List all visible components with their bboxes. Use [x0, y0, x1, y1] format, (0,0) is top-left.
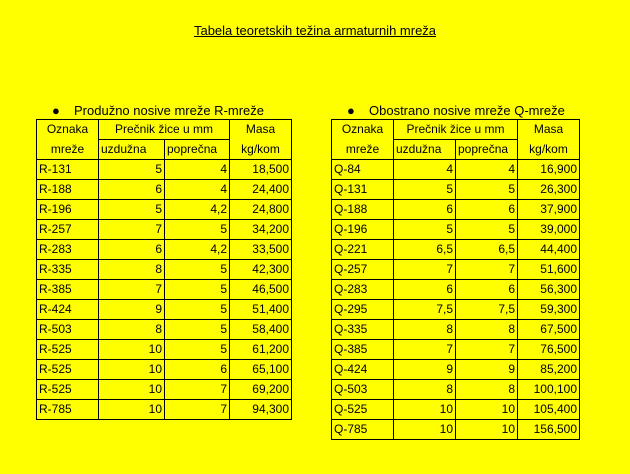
table-row — [332, 300, 580, 320]
table-row — [332, 400, 580, 420]
cell-poprecna: 7 — [165, 400, 230, 420]
cell-poprecna: 5 — [165, 300, 230, 320]
cell-uzduzna: 8 — [394, 320, 456, 340]
q-mesh-heading — [331, 102, 580, 119]
cell-masa: 26,300 — [518, 180, 580, 200]
header-mreze: mreže — [332, 140, 394, 160]
cell-uzduzna: 6 — [394, 200, 456, 220]
cell-oznaka: Q-295 — [332, 300, 394, 320]
header-kgkom: kg/kom — [518, 140, 580, 160]
cell-poprecna: 5 — [456, 220, 518, 240]
cell-masa: 85,200 — [518, 360, 580, 380]
cell-masa: 18,500 — [230, 160, 292, 180]
bullet-icon: ● — [52, 103, 60, 118]
cell-uzduzna: 10 — [99, 380, 165, 400]
cell-poprecna: 10 — [456, 400, 518, 420]
cell-poprecna: 4 — [456, 160, 518, 180]
cell-poprecna: 4,2 — [165, 240, 230, 260]
cell-uzduzna: 6,5 — [394, 240, 456, 260]
cell-oznaka: R-283 — [37, 240, 99, 260]
r-mesh-section — [36, 102, 292, 420]
cell-uzduzna: 9 — [394, 360, 456, 380]
cell-masa: 69,200 — [230, 380, 292, 400]
cell-oznaka: Q-785 — [332, 420, 394, 440]
header-precnik: Prečnik žice u mm — [394, 120, 518, 140]
cell-uzduzna: 7 — [99, 220, 165, 240]
cell-oznaka: R-335 — [37, 260, 99, 280]
header-precnik: Prečnik žice u mm — [99, 120, 230, 140]
table-header-row — [332, 120, 580, 140]
table-subheader-row — [37, 140, 292, 160]
cell-masa: 156,500 — [518, 420, 580, 440]
r-mesh-heading — [36, 102, 292, 119]
cell-oznaka: Q-84 — [332, 160, 394, 180]
cell-poprecna: 9 — [456, 360, 518, 380]
cell-masa: 44,400 — [518, 240, 580, 260]
cell-oznaka: R-525 — [37, 360, 99, 380]
cell-masa: 56,300 — [518, 280, 580, 300]
cell-uzduzna: 10 — [394, 400, 456, 420]
cell-uzduzna: 8 — [99, 320, 165, 340]
r-mesh-table — [36, 119, 292, 420]
cell-uzduzna: 7 — [99, 280, 165, 300]
header-masa: Masa — [230, 120, 292, 140]
cell-poprecna: 6 — [456, 280, 518, 300]
table-row — [37, 340, 292, 360]
table-row — [332, 260, 580, 280]
cell-masa: 105,400 — [518, 400, 580, 420]
cell-masa: 61,200 — [230, 340, 292, 360]
cell-oznaka: Q-335 — [332, 320, 394, 340]
cell-oznaka: R-131 — [37, 160, 99, 180]
table-row — [37, 220, 292, 240]
cell-masa: 46,500 — [230, 280, 292, 300]
cell-oznaka: R-188 — [37, 180, 99, 200]
cell-oznaka: Q-257 — [332, 260, 394, 280]
header-mreze: mreže — [37, 140, 99, 160]
cell-poprecna: 7 — [165, 380, 230, 400]
cell-poprecna: 4 — [165, 180, 230, 200]
cell-poprecna: 8 — [456, 320, 518, 340]
cell-poprecna: 10 — [456, 420, 518, 440]
table-row — [37, 380, 292, 400]
table-row — [332, 160, 580, 180]
cell-oznaka: R-385 — [37, 280, 99, 300]
header-uzduzna: uzdužna — [394, 140, 456, 160]
cell-masa: 16,900 — [518, 160, 580, 180]
table-row — [37, 240, 292, 260]
cell-uzduzna: 7,5 — [394, 300, 456, 320]
table-subheader-row — [332, 140, 580, 160]
table-row — [332, 280, 580, 300]
header-oznaka: Oznaka — [332, 120, 394, 140]
table-row — [37, 160, 292, 180]
cell-poprecna: 5 — [456, 180, 518, 200]
cell-uzduzna: 5 — [394, 180, 456, 200]
cell-poprecna: 5 — [165, 220, 230, 240]
cell-masa: 24,800 — [230, 200, 292, 220]
cell-uzduzna: 8 — [99, 260, 165, 280]
cell-masa: 58,400 — [230, 320, 292, 340]
table-row — [37, 180, 292, 200]
cell-masa: 42,300 — [230, 260, 292, 280]
q-mesh-table — [331, 119, 580, 440]
cell-oznaka: Q-221 — [332, 240, 394, 260]
cell-oznaka: Q-503 — [332, 380, 394, 400]
cell-oznaka: Q-283 — [332, 280, 394, 300]
cell-masa: 51,600 — [518, 260, 580, 280]
cell-poprecna: 7 — [456, 260, 518, 280]
cell-oznaka: R-424 — [37, 300, 99, 320]
cell-poprecna: 5 — [165, 260, 230, 280]
cell-masa: 37,900 — [518, 200, 580, 220]
cell-oznaka: R-503 — [37, 320, 99, 340]
cell-uzduzna: 7 — [394, 260, 456, 280]
table-row — [332, 380, 580, 400]
table-row — [332, 240, 580, 260]
table-row — [37, 400, 292, 420]
header-kgkom: kg/kom — [230, 140, 292, 160]
cell-uzduzna: 6 — [99, 240, 165, 260]
cell-oznaka: Q-131 — [332, 180, 394, 200]
table-row — [332, 200, 580, 220]
cell-uzduzna: 5 — [394, 220, 456, 240]
cell-masa: 67,500 — [518, 320, 580, 340]
q-mesh-section — [331, 102, 580, 440]
cell-oznaka: Q-385 — [332, 340, 394, 360]
cell-masa: 76,500 — [518, 340, 580, 360]
table-row — [37, 280, 292, 300]
q-mesh-heading-text: Obostrano nosive mreže Q-mreže — [369, 103, 565, 118]
cell-poprecna: 4,2 — [165, 200, 230, 220]
cell-oznaka: R-257 — [37, 220, 99, 240]
cell-uzduzna: 10 — [99, 360, 165, 380]
cell-poprecna: 5 — [165, 340, 230, 360]
cell-uzduzna: 4 — [394, 160, 456, 180]
table-row — [332, 220, 580, 240]
table-row — [37, 320, 292, 340]
cell-uzduzna: 10 — [394, 420, 456, 440]
cell-poprecna: 8 — [456, 380, 518, 400]
bullet-icon: ● — [347, 103, 355, 118]
r-mesh-heading-text: Produžno nosive mreže R-mreže — [74, 103, 265, 118]
cell-poprecna: 7,5 — [456, 300, 518, 320]
cell-uzduzna: 10 — [99, 400, 165, 420]
cell-poprecna: 5 — [165, 320, 230, 340]
header-masa: Masa — [518, 120, 580, 140]
cell-poprecna: 6 — [165, 360, 230, 380]
page-title: Tabela teoretskih težina armaturnih mreža — [193, 23, 437, 38]
cell-masa: 65,100 — [230, 360, 292, 380]
cell-oznaka: Q-525 — [332, 400, 394, 420]
table-header-row — [37, 120, 292, 140]
table-row — [37, 200, 292, 220]
cell-oznaka: R-525 — [37, 380, 99, 400]
cell-uzduzna: 10 — [99, 340, 165, 360]
cell-oznaka: R-785 — [37, 400, 99, 420]
header-oznaka: Oznaka — [37, 120, 99, 140]
cell-poprecna: 6 — [456, 200, 518, 220]
cell-oznaka: R-196 — [37, 200, 99, 220]
cell-uzduzna: 5 — [99, 200, 165, 220]
cell-masa: 39,000 — [518, 220, 580, 240]
cell-poprecna: 7 — [456, 340, 518, 360]
cell-masa: 94,300 — [230, 400, 292, 420]
cell-oznaka: Q-188 — [332, 200, 394, 220]
cell-uzduzna: 6 — [99, 180, 165, 200]
table-row — [332, 340, 580, 360]
table-row — [332, 320, 580, 340]
cell-masa: 24,400 — [230, 180, 292, 200]
cell-uzduzna: 8 — [394, 380, 456, 400]
cell-masa: 34,200 — [230, 220, 292, 240]
cell-masa: 59,300 — [518, 300, 580, 320]
cell-uzduzna: 9 — [99, 300, 165, 320]
table-row — [332, 420, 580, 440]
cell-poprecna: 5 — [165, 280, 230, 300]
cell-oznaka: R-525 — [37, 340, 99, 360]
cell-masa: 100,100 — [518, 380, 580, 400]
table-row — [332, 180, 580, 200]
header-uzduzna: uzdužna — [99, 140, 165, 160]
cell-poprecna: 4 — [165, 160, 230, 180]
header-poprecna: poprečna — [165, 140, 230, 160]
cell-uzduzna: 5 — [99, 160, 165, 180]
cell-masa: 51,400 — [230, 300, 292, 320]
cell-uzduzna: 6 — [394, 280, 456, 300]
table-row — [332, 360, 580, 380]
cell-poprecna: 6,5 — [456, 240, 518, 260]
cell-oznaka: Q-196 — [332, 220, 394, 240]
cell-oznaka: Q-424 — [332, 360, 394, 380]
cell-masa: 33,500 — [230, 240, 292, 260]
table-row — [37, 360, 292, 380]
table-row — [37, 260, 292, 280]
table-row — [37, 300, 292, 320]
cell-uzduzna: 7 — [394, 340, 456, 360]
header-poprecna: poprečna — [456, 140, 518, 160]
